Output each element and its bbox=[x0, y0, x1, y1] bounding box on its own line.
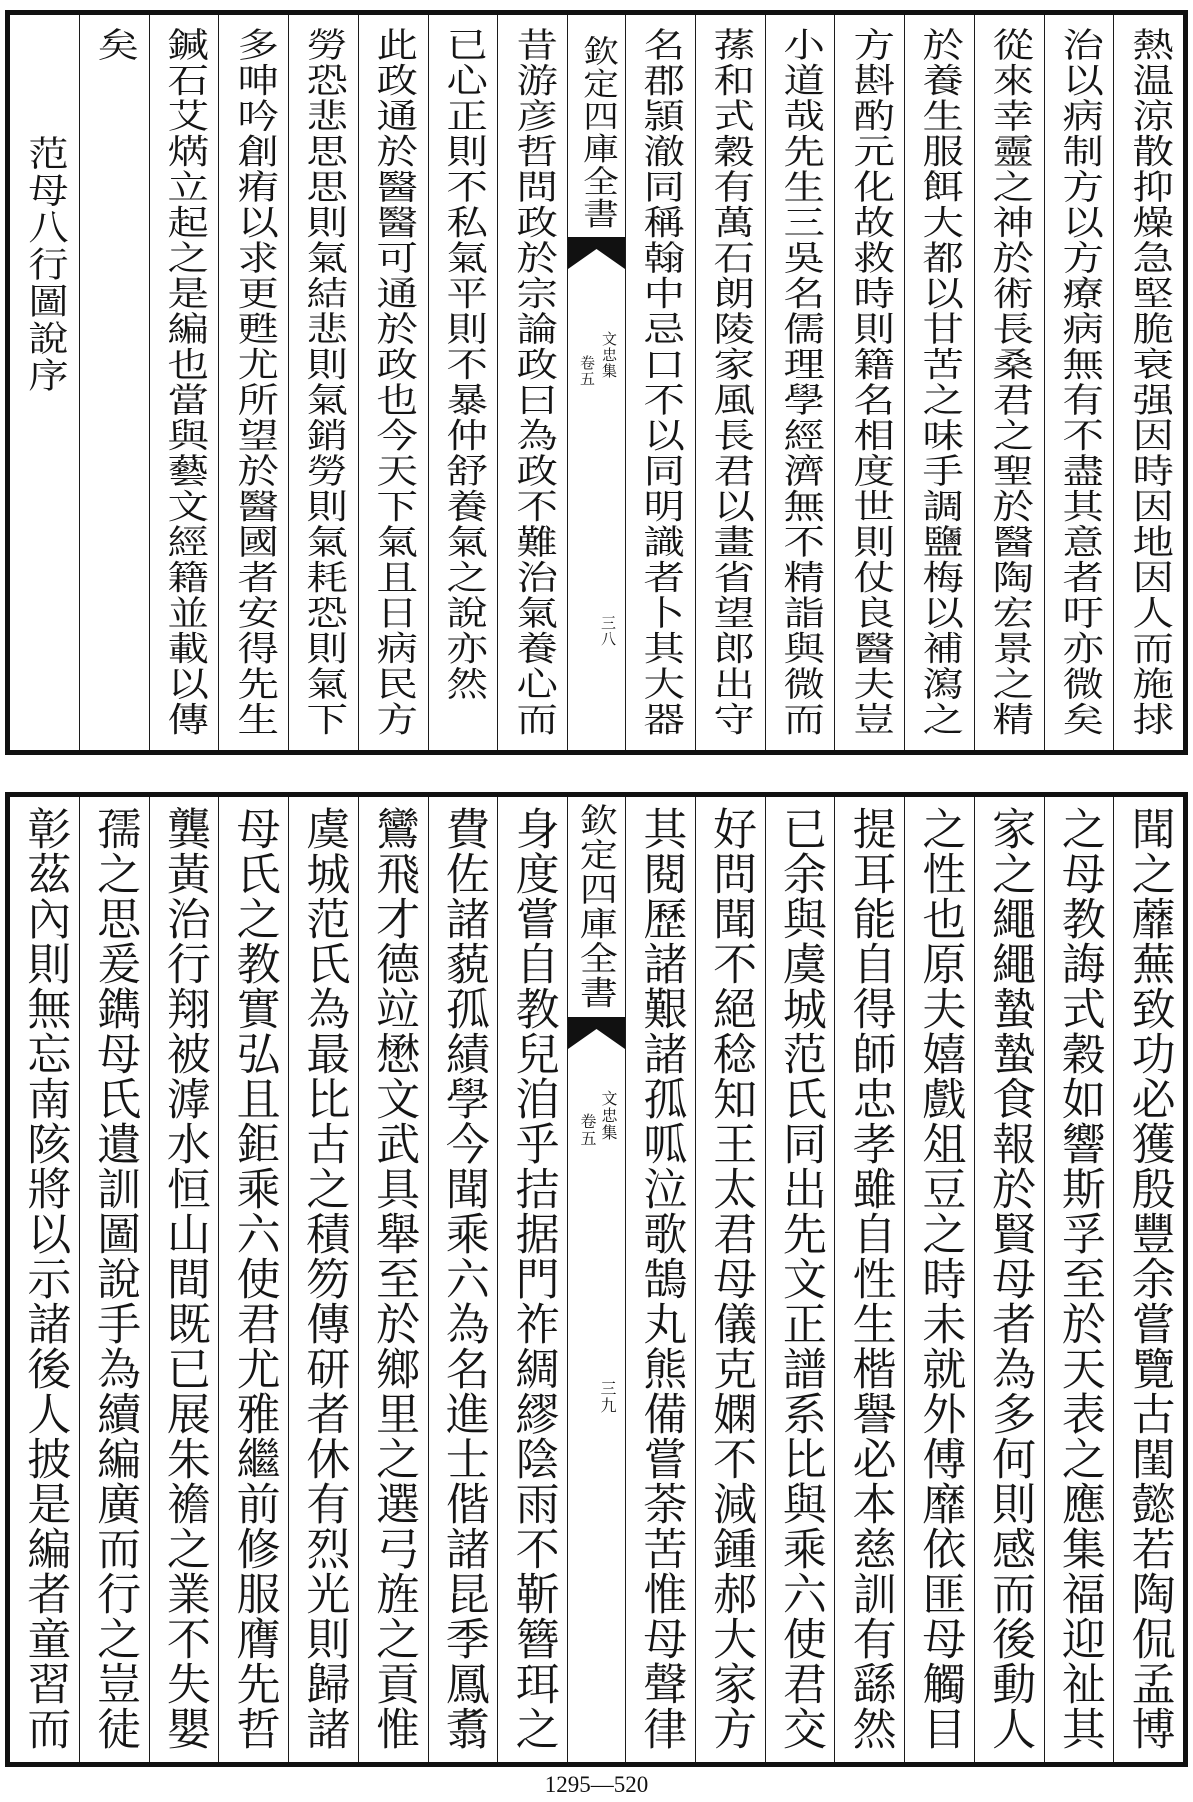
column-text: 勞恐悲思思則氣結悲則氣銷勞則氣耗恐則氣下 bbox=[298, 27, 348, 737]
text-column bbox=[288, 15, 358, 750]
column-text: 於養生服餌大都以甘苦之味手調鹽梅以補瀉之 bbox=[914, 27, 964, 737]
column-text: 已心正則不私氣平則不暴仲舒養氣之說亦然 bbox=[438, 27, 488, 702]
leaf-lower bbox=[5, 792, 1188, 1767]
book-title: 文忠集 bbox=[599, 1090, 618, 1141]
column-text: 鸞飛才德竝懋文武具舉至於鄉里之選弓旌之貢惟 bbox=[368, 806, 420, 1751]
text-column bbox=[834, 15, 904, 750]
column-text: 彰茲內則無忘南陔將以示諸後人披是編者童習而 bbox=[19, 806, 71, 1751]
text-column bbox=[218, 797, 288, 1762]
series-title: 欽定四庫全書 bbox=[576, 35, 618, 230]
text-column bbox=[695, 797, 765, 1762]
column-text: 治以病制方以方療病無有不盡其意者吁亦微矣 bbox=[1054, 27, 1104, 737]
column-text: 方斟酌元化故救時則籍名相度世則仗良醫夫豈 bbox=[845, 27, 895, 737]
text-column bbox=[1113, 15, 1183, 750]
column-text: 費佐諸藐孤績學今聞乘六為名進士偕諸昆季鳳翥 bbox=[437, 806, 489, 1751]
column-text: 熱温涼散抑燥急堅脆衰强因時因地因人而施捄 bbox=[1124, 27, 1174, 737]
volume-label: 卷五 bbox=[578, 1113, 597, 1147]
text-column bbox=[358, 797, 428, 1762]
column-text: 提耳能自得師忠孝雖自性生楷譽必本慈訓有繇然 bbox=[844, 806, 896, 1751]
leaf-upper bbox=[5, 10, 1188, 755]
column-text: 昔游彦哲問政於宗論政曰為政不難治氣養心而 bbox=[508, 27, 558, 737]
text-column bbox=[428, 797, 498, 1762]
text-column bbox=[625, 15, 695, 750]
column-text: 之母教誨式穀如響斯孚至於天表之應集福迎祉其 bbox=[1053, 806, 1105, 1751]
column-text: 之性也原夫嬉戲俎豆之時未就外傅靡依匪母觸目 bbox=[914, 806, 966, 1751]
column-text: 從來幸靈之神於術長桑君之聖於醫陶宏景之精 bbox=[984, 27, 1034, 737]
text-column bbox=[79, 797, 149, 1762]
text-column bbox=[288, 797, 358, 1762]
column-text: 好問聞不絕稔知王太君母儀克嫻不減鍾郝大家方 bbox=[705, 806, 757, 1751]
text-column bbox=[974, 797, 1044, 1762]
column-text: 蓀和式穀有萬石朗陵家風長君以畫省望郎出守 bbox=[705, 27, 755, 737]
book-title: 文忠集 bbox=[600, 331, 618, 379]
text-column bbox=[765, 797, 835, 1762]
leaf-number: 三九 bbox=[598, 1380, 617, 1414]
fishtail-mark bbox=[568, 237, 625, 271]
text-column bbox=[695, 15, 765, 750]
series-title-wrap bbox=[568, 35, 625, 230]
text-column bbox=[625, 797, 695, 1762]
series-title: 欽定四庫全書 bbox=[574, 803, 619, 1010]
text-column bbox=[1044, 15, 1114, 750]
text-column bbox=[1113, 797, 1183, 1762]
text-column bbox=[834, 797, 904, 1762]
text-column bbox=[497, 797, 567, 1762]
column-text: 已余與虞城范氏同出先文正譜系比與乘六使君交 bbox=[774, 806, 826, 1751]
text-column bbox=[149, 15, 219, 750]
text-column bbox=[904, 15, 974, 750]
text-column bbox=[358, 15, 428, 750]
column-text: 孺之思爰鐫母氏遺訓圖說手為續編廣而行之豈徒 bbox=[89, 806, 141, 1751]
volume-label: 卷五 bbox=[578, 355, 596, 387]
text-column bbox=[10, 797, 79, 1762]
text-column bbox=[765, 15, 835, 750]
text-column bbox=[1044, 797, 1114, 1762]
page-reference: 1295—520 bbox=[544, 1772, 649, 1797]
fishtail-mark bbox=[568, 1017, 625, 1051]
text-column bbox=[974, 15, 1044, 750]
essay-title-column bbox=[10, 15, 79, 750]
column-text: 多呻吟創痏以求更甦尤所望於醫國者安得先生 bbox=[229, 27, 279, 737]
column-text: 鍼石艾焫立起之是編也當與藝文經籍並載以傳 bbox=[159, 27, 209, 737]
column-text: 家之繩繩蟄蟄食報於賢母者為多何則感而後動人 bbox=[984, 806, 1036, 1751]
center-fold bbox=[567, 15, 625, 750]
column-text: 小道哉先生三吳名儒理學經濟無不精詣與微而 bbox=[775, 27, 825, 737]
column-text: 矣 bbox=[89, 27, 139, 63]
essay-title: 范母八行圖說序 bbox=[21, 135, 68, 394]
text-column bbox=[149, 797, 219, 1762]
column-text: 聞之蘼蕪致功必獲殷豐余嘗覽古閨懿若陶侃孟博 bbox=[1123, 806, 1175, 1751]
column-text: 母氏之教實弘且鉅乘六使君尤雅繼前修服膺先哲 bbox=[228, 806, 280, 1751]
center-fold bbox=[567, 797, 625, 1762]
text-column bbox=[79, 15, 149, 750]
text-column bbox=[497, 15, 567, 750]
text-column bbox=[904, 797, 974, 1762]
leaf-number: 三八 bbox=[599, 615, 617, 647]
column-text: 虞城范氏為最比古之積笏傳研者休有烈光則歸諸 bbox=[298, 806, 350, 1751]
series-title-wrap bbox=[568, 803, 625, 1010]
column-text: 身度嘗自教兒洎乎拮据門祚綢繆陰雨不靳簪珥之 bbox=[507, 806, 559, 1751]
column-text: 此政通於醫醫可通於政也今天下氣且日病民方 bbox=[368, 27, 418, 737]
column-text: 龔黃治行翔被滹水恒山間既已展朱襜之業不失嬰 bbox=[158, 806, 210, 1751]
text-column bbox=[428, 15, 498, 750]
text-column bbox=[218, 15, 288, 750]
column-text: 名郡頴澈同稱翰中忌口不以同明識者卜其大器 bbox=[635, 27, 685, 737]
column-text: 其閱歷諸艱諸孤呱泣歌鵠丸熊備嘗荼苦惟母聲律 bbox=[635, 806, 687, 1751]
